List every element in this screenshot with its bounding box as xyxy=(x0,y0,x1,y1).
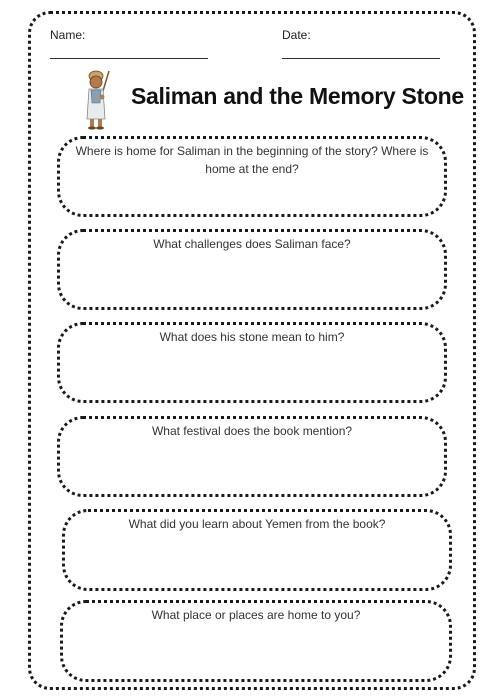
question-6: What place or places are home to you? xyxy=(151,608,361,622)
name-label: Name: xyxy=(50,28,86,42)
question-2: What challenges does Saliman face? xyxy=(153,237,351,251)
worksheet-title: Saliman and the Memory Stone xyxy=(131,83,464,109)
answer-box-6[interactable] xyxy=(60,600,452,682)
answer-box-2[interactable] xyxy=(57,229,447,310)
answer-box-3[interactable] xyxy=(57,322,447,403)
question-3: What does his stone mean to him? xyxy=(159,330,345,344)
question-5: What did you learn about Yemen from the book? xyxy=(128,517,386,531)
name-field[interactable] xyxy=(50,58,208,59)
date-label: Date: xyxy=(282,28,311,42)
answer-box-4[interactable] xyxy=(57,416,447,497)
answer-box-1[interactable] xyxy=(57,136,447,217)
question-1: Where is home for Saliman in the beginning of the story? Where is home at the end? xyxy=(75,144,429,176)
answer-box-5[interactable] xyxy=(62,509,452,591)
date-field[interactable] xyxy=(282,58,440,59)
question-4: What festival does the book mention? xyxy=(151,424,353,438)
boy-holding-stone-icon xyxy=(78,67,118,131)
